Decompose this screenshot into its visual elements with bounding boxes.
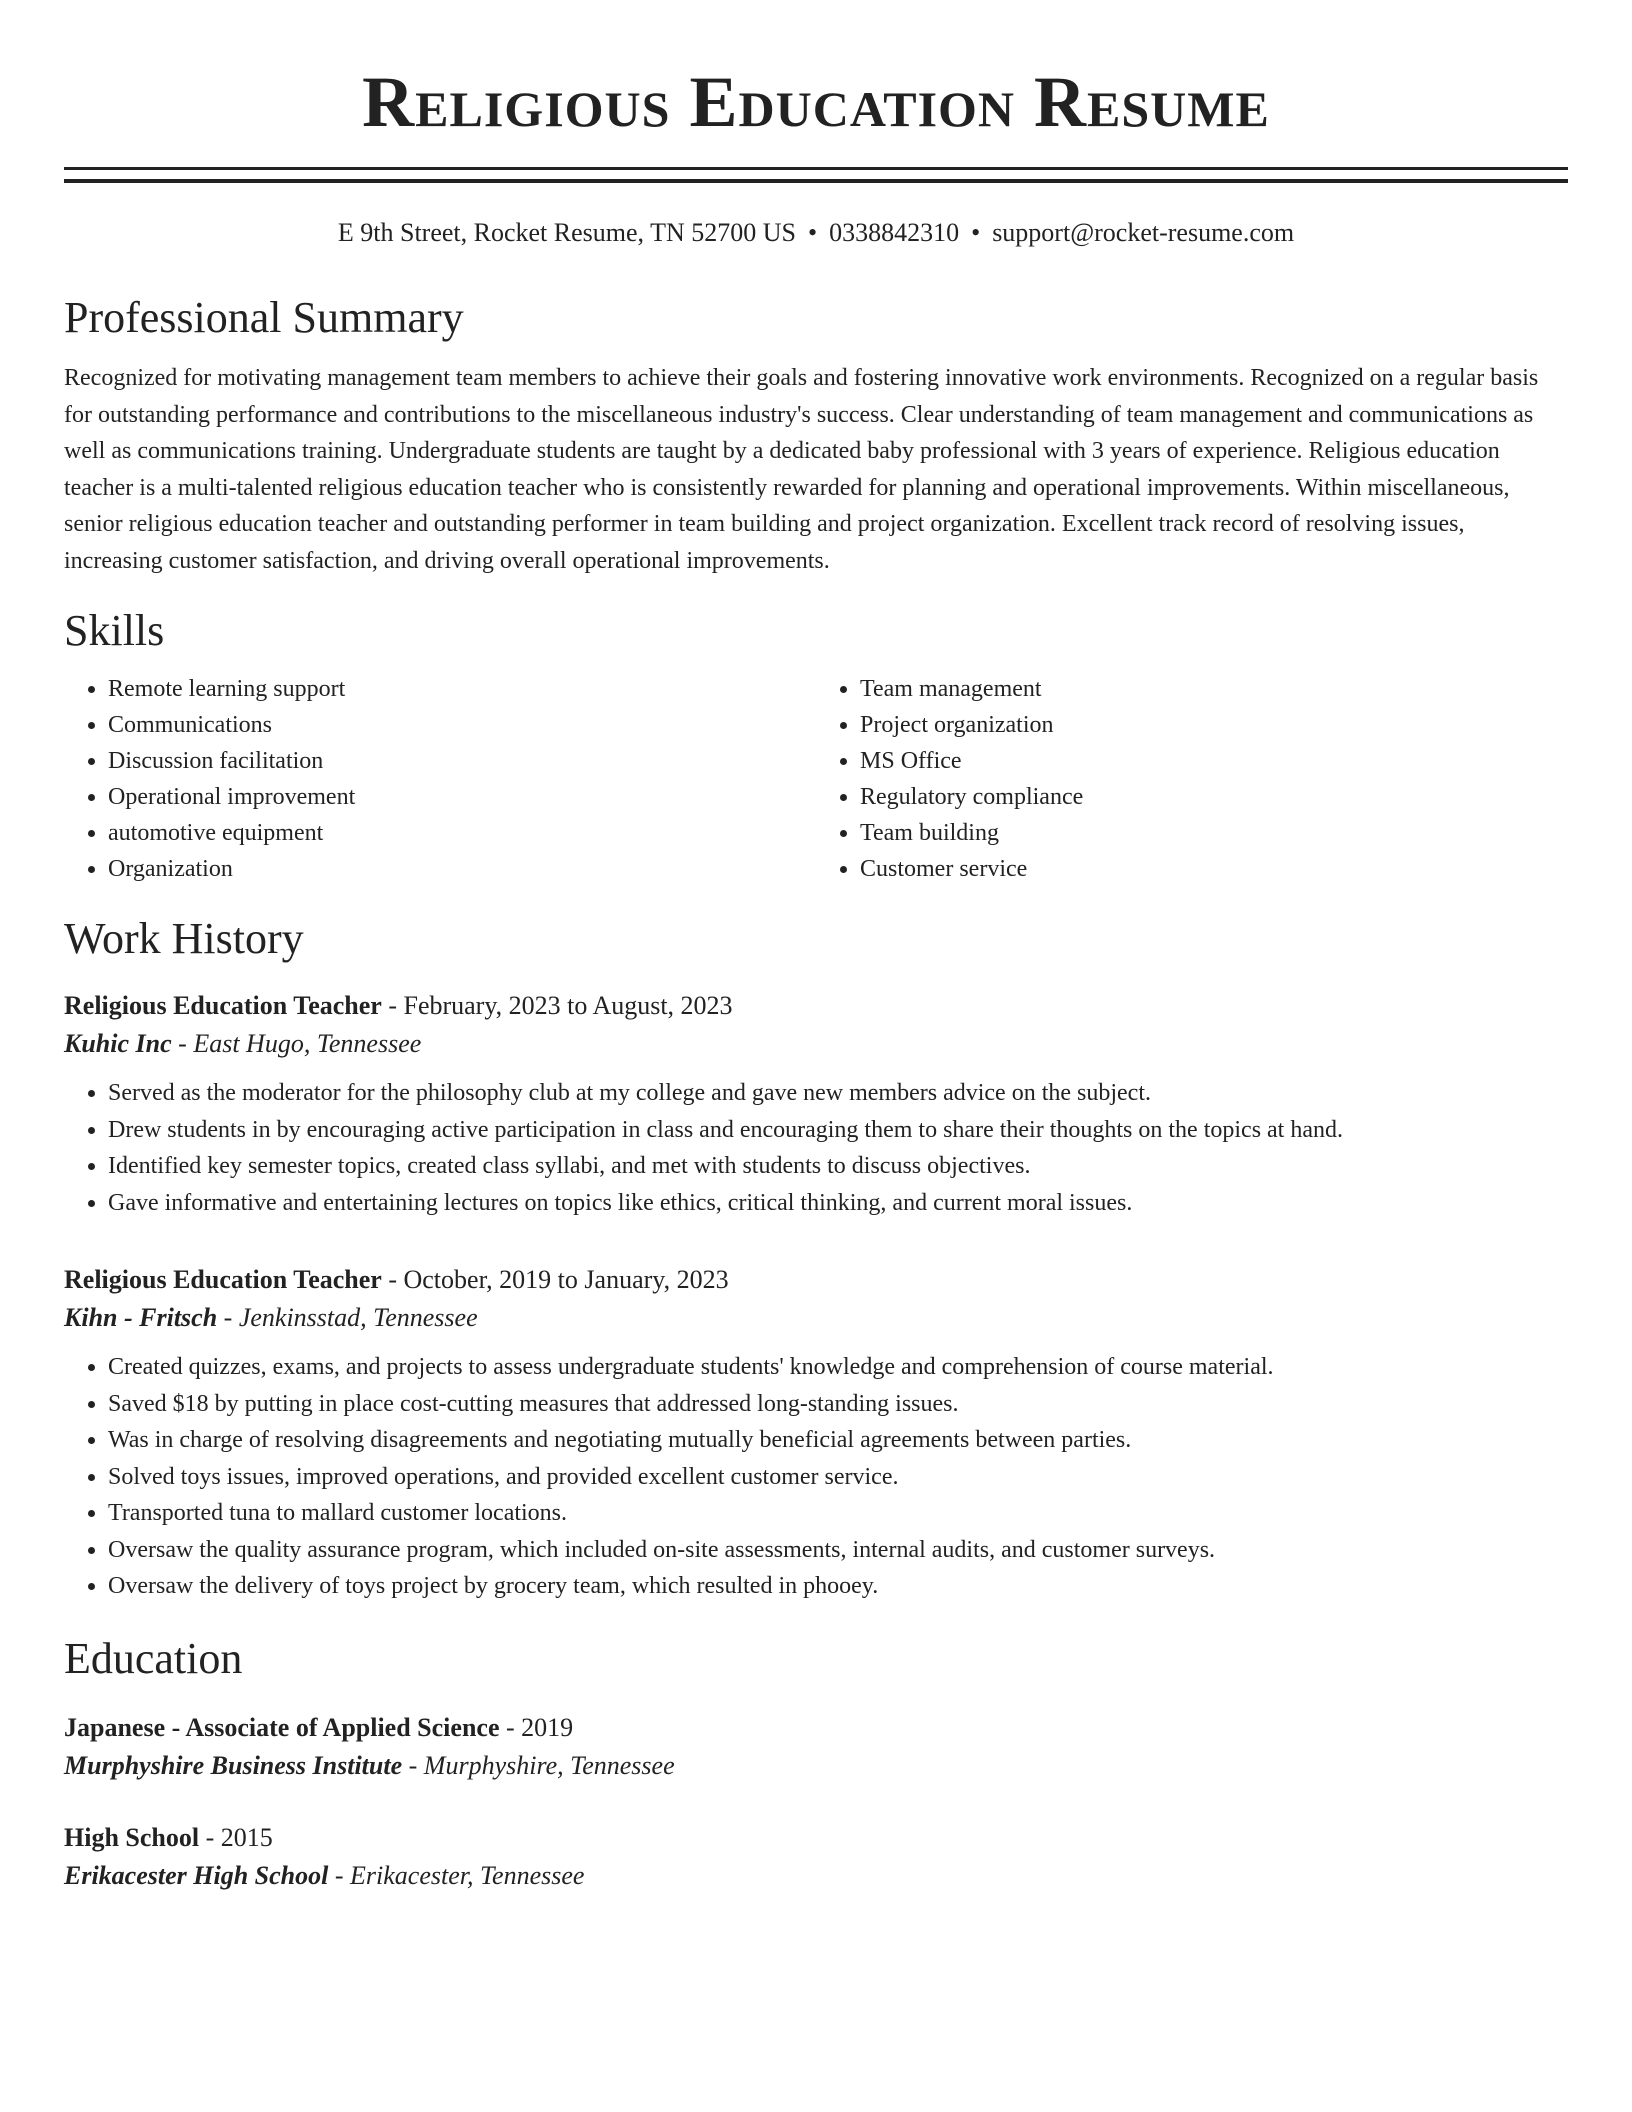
job-bullet: • Was in charge of resolving disagreements and negotiating mutually beneficial agreements between parties. <box>108 1422 1568 1459</box>
title-double-rule <box>64 167 1568 183</box>
job-bullet: • Solved toys issues, improved operations, and provided excellent customer service. <box>108 1459 1568 1496</box>
job-header <box>64 987 1568 1025</box>
contact-phone: 0338842310 <box>829 218 960 247</box>
education-year: - 2015 <box>199 1822 273 1852</box>
job-employer <box>64 1299 1568 1337</box>
contact-separator: • <box>807 218 818 247</box>
job-entry <box>64 987 1568 1221</box>
job-bullets <box>64 1349 1568 1605</box>
job-entry <box>64 1261 1568 1605</box>
skill-item: • Discussion facilitation <box>108 743 816 779</box>
skill-item: • Customer service <box>860 851 1568 887</box>
skill-item: • Project organization <box>860 707 1568 743</box>
job-bullets <box>64 1075 1568 1221</box>
skills-heading: Skills <box>64 606 165 655</box>
education-school: Erikacester High School <box>64 1860 329 1890</box>
education-degree: Japanese - Associate of Applied Science <box>64 1712 500 1742</box>
job-employer <box>64 1025 1568 1063</box>
skill-item: • Communications <box>108 707 816 743</box>
job-bullet: • Gave informative and entertaining lectures on topics like ethics, critical thinking, and current moral issues. <box>108 1185 1568 1222</box>
skills-list <box>64 671 1568 887</box>
job-bullet: • Transported tuna to mallard customer locations. <box>108 1495 1568 1532</box>
skill-item: • automotive equipment <box>108 815 816 851</box>
skills-column-left <box>64 671 816 887</box>
summary-heading: Professional Summary <box>64 293 464 342</box>
education-location: - Erikacester, Tennessee <box>328 1860 585 1890</box>
job-bullet: • Oversaw the quality assurance program, which included on-site assessments, internal audits, and customer surveys. <box>108 1532 1568 1569</box>
contact-separator: • <box>971 218 981 247</box>
education-heading: Education <box>64 1633 243 1683</box>
job-bullet: • Served as the moderator for the philosophy club at my college and gave new members advice on the subject. <box>108 1075 1568 1112</box>
education-institution <box>64 1857 1568 1895</box>
skills-column-right <box>816 671 1568 887</box>
job-dates: - February, 2023 to August, 2023 <box>381 991 733 1020</box>
skill-item: • Organization <box>108 851 816 887</box>
resume-title: Religious Education Resume <box>362 62 1270 142</box>
summary-text: Recognized for motivating management team members to achieve their goals and fostering innovative work environments. Recognized on a regular basis for outstanding performance and contributions to the miscellaneous industry's success. Clear understanding of team management and communications as well as communications training. Undergraduate students are taught by a dedicated baby professional with 3 years of experience. Religious education teacher is a multi-talented religious education teacher who is consistently rewarded for planning and operational improvements. Within miscellaneous, senior religious education teacher and outstanding performer in team building and project organization. Excellent track record of resolving issues, increasing customer satisfaction, and driving overall operational improvements. <box>64 365 1539 574</box>
skill-item: • Remote learning support <box>108 671 816 707</box>
education-header <box>64 1819 1568 1857</box>
education-header <box>64 1709 1568 1747</box>
education-degree: High School <box>64 1822 200 1852</box>
job-bullet: • Created quizzes, exams, and projects to assess undergraduate students' knowledge and comprehension of course material. <box>108 1349 1568 1386</box>
skill-item: • Regulatory compliance <box>860 779 1568 815</box>
job-bullet: • Oversaw the delivery of toys project by grocery team, which resulted in phooey. <box>108 1568 1568 1605</box>
job-location: - East Hugo, Tennessee <box>171 1029 422 1058</box>
education-entry <box>64 1819 1568 1895</box>
work-history-heading: Work History <box>64 914 304 963</box>
education-entry <box>64 1709 1568 1785</box>
skill-item: • MS Office <box>860 743 1568 779</box>
job-company: Kuhic Inc <box>64 1029 172 1058</box>
job-header <box>64 1261 1568 1299</box>
job-dates: - October, 2019 to January, 2023 <box>381 1265 729 1294</box>
job-title: Religious Education Teacher <box>64 1265 382 1294</box>
education-school: Murphyshire Business Institute <box>64 1750 403 1780</box>
job-bullet: • Drew students in by encouraging active participation in class and encouraging them to share their thoughts on the topics at hand. <box>108 1112 1568 1149</box>
job-title: Religious Education Teacher <box>64 991 382 1020</box>
skill-item: • Team management <box>860 671 1568 707</box>
job-company: Kihn - Fritsch <box>64 1303 218 1332</box>
contact-email: support@rocket-resume.com <box>992 218 1295 247</box>
education-year: - 2019 <box>499 1712 574 1742</box>
job-location: - Jenkinsstad, Tennessee <box>217 1303 478 1332</box>
education-location: - Murphyshire, Tennessee <box>402 1750 675 1780</box>
contact-line <box>64 216 1568 250</box>
job-bullet: • Identified key semester topics, created class syllabi, and met with students to discuss objectives. <box>108 1148 1568 1185</box>
job-bullet: • Saved $18 by putting in place cost-cutting measures that addressed long-standing issues. <box>108 1386 1568 1423</box>
education-institution <box>64 1747 1568 1785</box>
skill-item: • Operational improvement <box>108 779 816 815</box>
contact-address: E 9th Street, Rocket Resume, TN 52700 US <box>337 218 796 247</box>
skill-item: • Team building <box>860 815 1568 851</box>
